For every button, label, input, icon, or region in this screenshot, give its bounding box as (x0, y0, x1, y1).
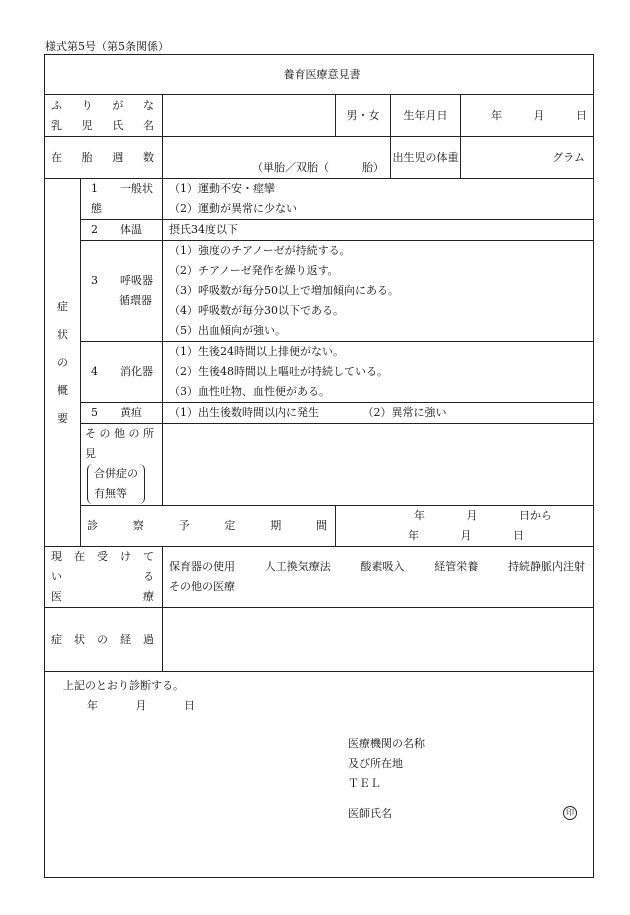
institution-address-label: 及び所在地 (348, 757, 403, 770)
digest-option: （1）生後24時間以上排便がない。 (169, 345, 344, 358)
digest-option: （3）血性吐物、血性便がある。 (169, 385, 330, 398)
current-care-label: 現 在 受 け て い る 医 療 (45, 547, 163, 608)
infant-name-field[interactable] (163, 95, 336, 137)
weight-unit: グラム (552, 150, 585, 164)
form-id: 様式第5号（第5条関係） (45, 40, 169, 53)
name-label-cell (45, 95, 163, 137)
complications-bracket: 合併症の 有無等 (87, 464, 145, 504)
body-temp-label: 2 体温 (81, 220, 163, 241)
form-title: 養育医療意見書 (45, 55, 594, 95)
care-option: 経管栄養 (434, 560, 479, 573)
digest-option: （2）生後48時間以上嘔吐が持続している。 (169, 365, 388, 378)
general-condition-options[interactable] (163, 179, 594, 220)
general-option: （2）運動が異常に少ない (169, 202, 297, 215)
jaundice-label: 5 黄疸 (81, 403, 163, 424)
respiratory-label: 3 呼吸器 循環器 (81, 241, 163, 342)
birth-year: 年 (491, 108, 502, 122)
birth-month: 月 (533, 108, 545, 122)
gestation-weeks-field[interactable] (163, 137, 391, 179)
general-condition-label: 1 一般状 態 (81, 179, 163, 220)
exam-period-field[interactable]: 年 月 日から 年 月 日 (336, 506, 594, 547)
other-findings-field[interactable] (163, 424, 594, 506)
progress-field[interactable] (163, 608, 594, 672)
other-findings-label: そ の 他 の 所 見 合併症の 有無等 (81, 424, 163, 506)
resp-option: （3）呼吸数が毎分50以上で増加傾向にある。 (169, 284, 399, 297)
care-option: 人工換気療法 (264, 560, 331, 573)
jaundice-option: （1）出生後数時間以内に発生 (169, 406, 319, 419)
resp-option: （1）強度のチアノーゼが持続する。 (169, 244, 351, 257)
infant-name-label: 乳 児 氏 名 (51, 118, 154, 132)
diagnosis-statement: 上記のとおり診断する。 (63, 679, 184, 692)
resp-option: （2）チアノーゼ発作を繰り返す。 (169, 264, 339, 277)
resp-option: （5）出血傾向が強い。 (169, 324, 286, 337)
birth-weight-field[interactable] (461, 137, 594, 179)
care-option: その他の医療 (169, 580, 235, 593)
tel-label: ＴＥＬ (348, 777, 381, 790)
institution-name-label: 医療機関の名称 (348, 737, 425, 750)
birth-day: 日 (576, 108, 587, 122)
jaundice-option: （2）異常に強い (362, 406, 447, 419)
jaundice-options[interactable] (163, 403, 594, 424)
seal-mark: 印 (563, 806, 577, 820)
digestive-label: 4 消化器 (81, 342, 163, 403)
body-temp-option[interactable]: 摂氏34度以下 (163, 220, 594, 241)
sex-field[interactable]: 男・女 (336, 95, 391, 137)
care-option: 酸素吸入 (360, 560, 405, 573)
birth-weight-label: 出生児の体重 (391, 137, 461, 179)
birthdate-label: 生年月日 (391, 95, 461, 137)
digestive-options[interactable] (163, 342, 594, 403)
opinion-form (44, 54, 594, 878)
furigana-label: ふ り が な (51, 98, 154, 112)
respiratory-options[interactable] (163, 241, 594, 342)
gestation-weeks-label: 在 胎 週 数 (45, 137, 163, 179)
symptoms-summary-label: 症 状 の 概 要 (45, 179, 81, 547)
current-care-options[interactable] (163, 547, 594, 608)
care-option: 保育器の使用 (169, 560, 235, 573)
twin-note: （単胎／双胎（ 胎） (252, 161, 384, 174)
doctor-name-label: 医師氏名 (348, 807, 392, 820)
exam-period-label: 診 察 予 定 期 間 (81, 506, 336, 547)
care-option: 持続静脈内注射 (508, 560, 585, 573)
sign-date: 年 月 日 (87, 699, 195, 712)
resp-option: （4）呼吸数が毎分30以下である。 (169, 304, 344, 317)
diagnosis-signature-block (45, 672, 594, 878)
general-option: （1）運動不安・痙攣 (169, 182, 275, 195)
birthdate-field[interactable] (461, 95, 594, 137)
progress-label: 症 状 の 経 過 (45, 608, 163, 672)
